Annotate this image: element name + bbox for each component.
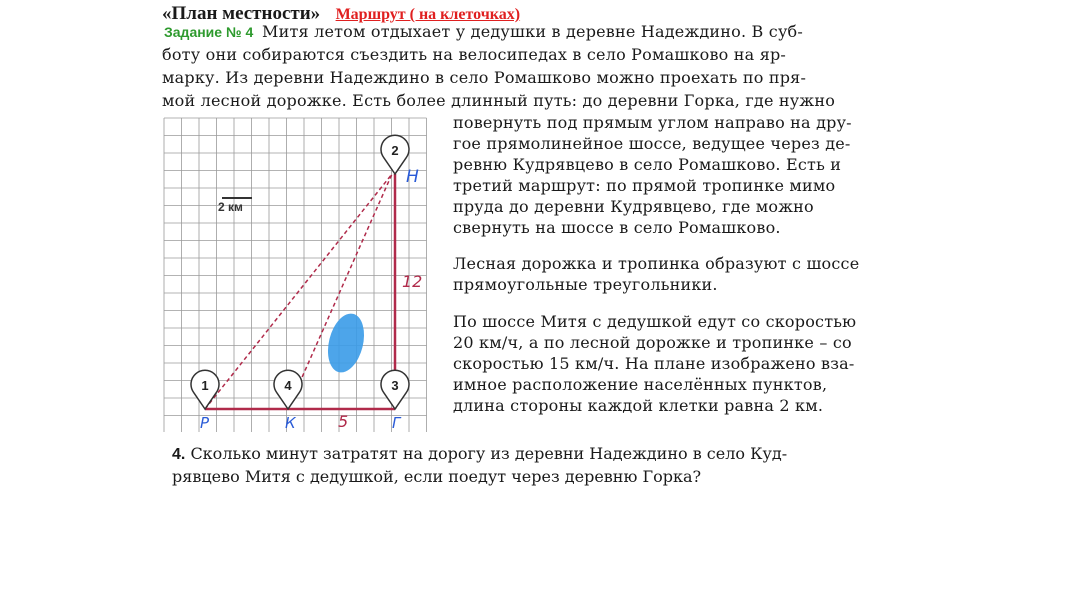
marker-number: 4 [284,378,292,393]
marker-letter-n: Н [406,167,419,187]
marker-letter-g: Г [392,414,401,432]
paragraph-line: прямоугольные треугольники. [453,275,718,294]
task-line: марку. Из деревни Надеждино в село Ромашково можно проехать по пря- [162,68,807,87]
markers [191,135,409,409]
paragraph-line: По шоссе Митя с дедушкой едут со скоростью [453,312,857,331]
marker-2 [381,135,409,174]
marker-number: 2 [391,143,399,158]
task-line: боту они собираются съездить на велосипедах в село Ромашково на яр- [162,45,787,64]
task-line: третий маршрут: по прямой тропинке мимо [453,176,836,195]
scale-label: 2 км [218,200,243,214]
horizontal-distance-label: 5 [338,412,349,431]
question-text: Сколько минут затратят на дорогу из деревни Надеждино в село Куд- [190,444,788,463]
paragraph-line: 20 км/ч, а по лесной дорожке и тропинке – со [453,333,852,352]
title-main: «План местности» [162,3,321,24]
task-line: Митя летом отдыхает у дедушки в деревне Надеждино. В суб- [262,22,804,41]
vertical-distance-label: 12 [402,272,423,291]
task-label: Задание № 4 [164,24,254,40]
marker-4 [274,370,302,409]
task-line: пруда до деревни Кудрявцево, где можно [453,197,814,216]
marker-letter-r: Р [200,414,210,432]
marker-number: 1 [201,378,209,393]
paragraph-line: имное расположение населённых пунктов, [453,375,828,394]
task-line: мой лесной дорожке. Есть более длинный путь: до деревни Горка, где нужно [162,91,836,110]
question-line-2: рявцево Митя с дедушкой, если поедут через деревню Горка? [172,467,702,486]
paragraph-line: скоростью 15 км/ч. На плане изображено вза- [453,354,855,373]
pond [322,310,370,376]
paragraph-line: длина стороны каждой клетки равна 2 км. [453,396,824,415]
task-line: повернуть под прямым углом направо на дру- [453,113,852,132]
task-line: ревню Кудрявцево в село Ромашково. Есть и [453,155,842,174]
marker-1 [191,370,219,409]
task-line: свернуть на шоссе в село Ромашково. [453,218,781,237]
marker-3 [381,370,409,409]
paragraph-line: Лесная дорожка и тропинка образуют с шоссе [453,254,860,273]
question-number: 4. [172,446,186,463]
marker-letter-k: К [285,414,296,432]
marker-number: 3 [391,378,399,393]
question-line-1 [172,444,787,465]
route-link[interactable]: Маршрут ( на клеточках) [335,6,521,23]
task-line: гое прямолинейное шоссе, ведущее через де- [453,134,851,153]
scale-bar [218,198,252,214]
terrain-map [160,112,440,432]
